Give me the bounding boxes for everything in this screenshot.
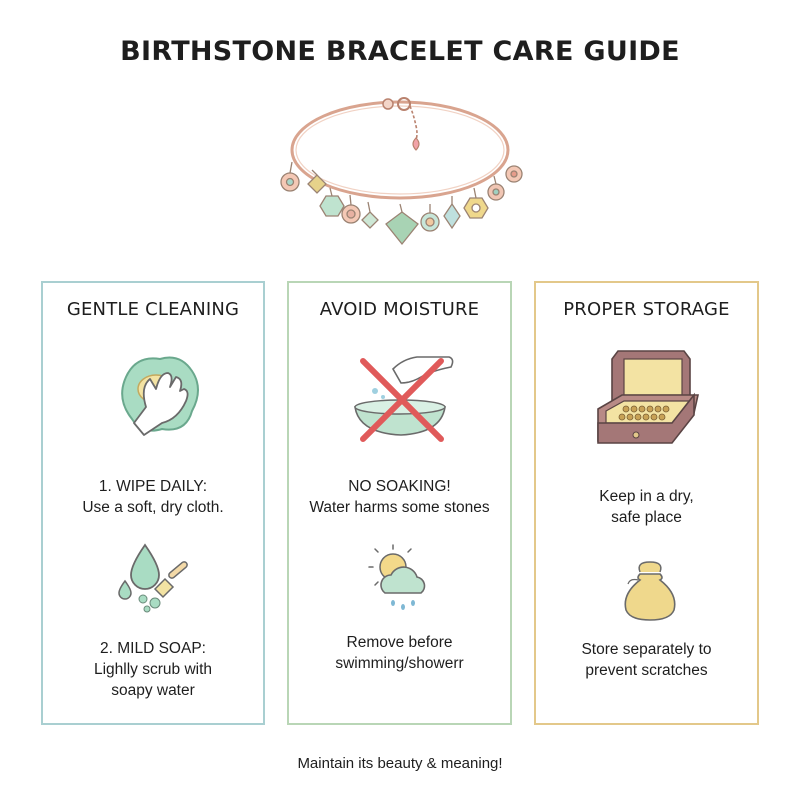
remove-before-tip: Remove before swimming/showerr	[335, 634, 464, 672]
soap-brush-icon	[115, 543, 195, 613]
no-soaking-tip: NO SOAKING! Water harms some stones	[309, 478, 490, 516]
cloth-wipe-icon	[116, 347, 206, 447]
avoid-moisture-panel	[287, 281, 512, 725]
wipe-daily-tip: 1. WIPE DAILY: Use a soft, dry cloth.	[82, 478, 224, 516]
panel-heading: GENTLE CLEANING	[66, 299, 240, 320]
dry-place-tip: Keep in a dry, safe place	[599, 488, 694, 526]
no-soaking-icon	[349, 347, 459, 447]
weather-icon	[361, 541, 441, 615]
proper-storage-panel	[534, 281, 759, 725]
gentle-cleaning-panel	[41, 281, 265, 725]
mild-soap-tip: 2. MILD SOAP: Lighlly scrub with soapy water	[93, 640, 213, 699]
page-title: BIRTHSTONE BRACELET CARE GUIDE	[120, 36, 680, 67]
pouch-icon	[618, 558, 682, 622]
bracelet-illustration	[270, 92, 530, 262]
store-separately-tip: Store separately to prevent scratches	[581, 641, 712, 679]
panel-heading: AVOID MOISTURE	[319, 299, 480, 320]
jewelry-box-icon	[596, 347, 700, 463]
panel-heading: PROPER STORAGE	[563, 299, 730, 320]
footer-text: Maintain its beauty & meaning!	[297, 755, 503, 772]
